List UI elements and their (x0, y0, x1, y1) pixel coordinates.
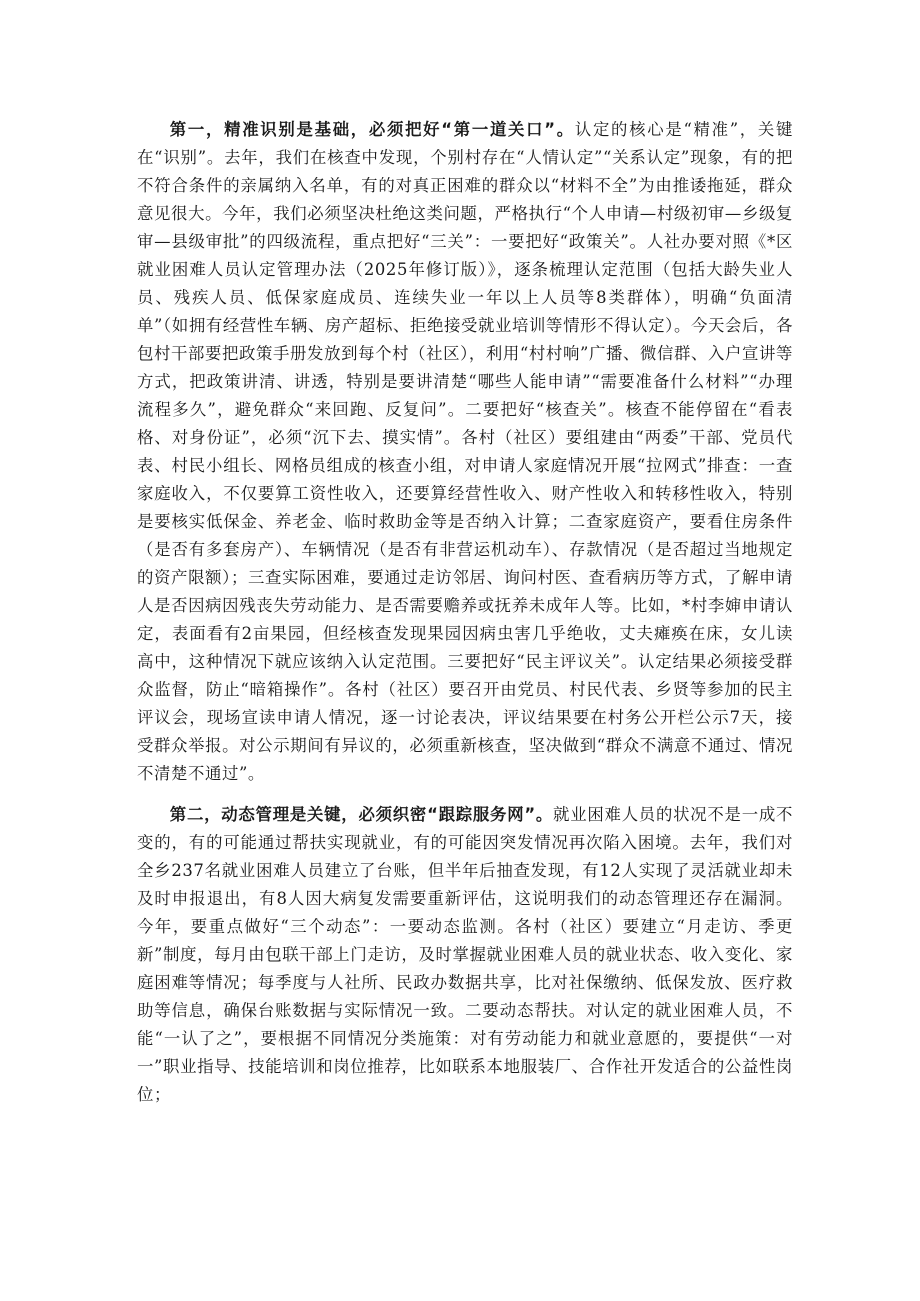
paragraph-2 (137, 801, 793, 1109)
document-body (137, 116, 793, 1122)
paragraph-2-text: 就业困难人员的状况不是一成不变的，有的可能通过帮扶实现就业，有的可能因突发情况再次陷入困境。去年，我们对全乡237名就业困难人员建立了台账，但半年后抽查发现，有12人实现了灵活就业却未及时申报退出，有8人因大病复发需要重新评估，这说明我们的动态管理还存在漏洞。今年，要重点做好“三个动态”：一要动态监测。各村（社区）要建立“月走访、季更新”制度，每月由包联干部上门走访，及时掌握就业困难人员的就业状态、收入变化、家庭困难等情况；每季度与人社所、民政办数据共享，比对社保缴纳、低保发放、医疗救助等信息，确保台账数据与实际情况一致。二要动态帮扶。对认定的就业困难人员，不能“一认了之”，要根据不同情况分类施策：对有劳动能力和就业意愿的，要提供“一对一”职业指导、技能培训和岗位推荐，比如联系本地服装厂、合作社开发适合的公益性岗位； (137, 805, 794, 1104)
paragraph-1-text: 认定的核心是“精准”，关键在“识别”。去年，我们在核查中发现，个别村存在“人情认定”“关系认定”现象，有的把不符合条件的亲属纳入名单，有的对真正困难的群众以“材料不全”为由推诿拖延，群众意见很大。今年，我们必须坚决杜绝这类问题，严格执行“个人申请—村级初审—乡级复审—县级审批”的四级流程，重点把好“三关”：一要把好“政策关”。人社办要对照《*区就业困难人员认定管理办法（2025年修订版）》，逐条梳理认定范围（包括大龄失业人员、残疾人员、低保家庭成员、连续失业一年以上人员等8类群体），明确“负面清单”（如拥有经营性车辆、房产超标、拒绝接受就业培训等情形不得认定）。今天会后，各包村干部要把政策手册发放到每个村（社区），利用“村村响”广播、微信群、入户宣讲等方式，把政策讲清、讲透，特别是要讲清楚“哪些人能申请”“需要准备什么材料”“办理流程多久”，避免群众“来回跑、反复问”。二要把好“核查关”。核查不能停留在“看表格、对身份证”，必须“沉下去、摸实情”。各村（社区）要组建由“两委”干部、党员代表、村民小组长、网格员组成的核查小组，对申请人家庭情况开展“拉网式”排查：一查家庭收入，不仅要算工资性收入，还要算经营性收入、财产性收入和转移性收入，特别是要核实低保金、养老金、临时救助金等是否纳入计算；二查家庭资产，要看住房条件（是否有多套房产）、车辆情况（是否有非营运机动车）、存款情况（是否超过当地规定的资产限额）；三查实际困难，要通过走访邻居、询问村医、查看病历等方式，了解申请人是否因病因残丧失劳动能力、是否需要赡养或抚养未成年人等。比如，*村李婶申请认定，表面看有2亩果园，但经核查发现果园因病虫害几乎绝收，丈夫瘫痪在床，女儿读高中，这种情况下就应该纳入认定范围。三要把好“民主评议关”。认定结果必须接受群众监督，防止“暗箱操作”。各村（社区）要召开由党员、村民代表、乡贤等参加的民主评议会，现场宣读申请人情况，逐一讨论表决，评议结果要在村务公开栏公示7天，接受群众举报。对公示期间有异议的，必须重新核查，坚决做到“群众不满意不通过、情况不清楚不通过”。 (137, 120, 794, 783)
paragraph-2-heading: 第二，动态管理是关键，必须织密“跟踪服务网”。 (169, 805, 554, 824)
paragraph-1-heading: 第一，精准识别是基础，必须把好“第一道关口”。 (169, 120, 575, 139)
paragraph-1 (137, 116, 793, 788)
